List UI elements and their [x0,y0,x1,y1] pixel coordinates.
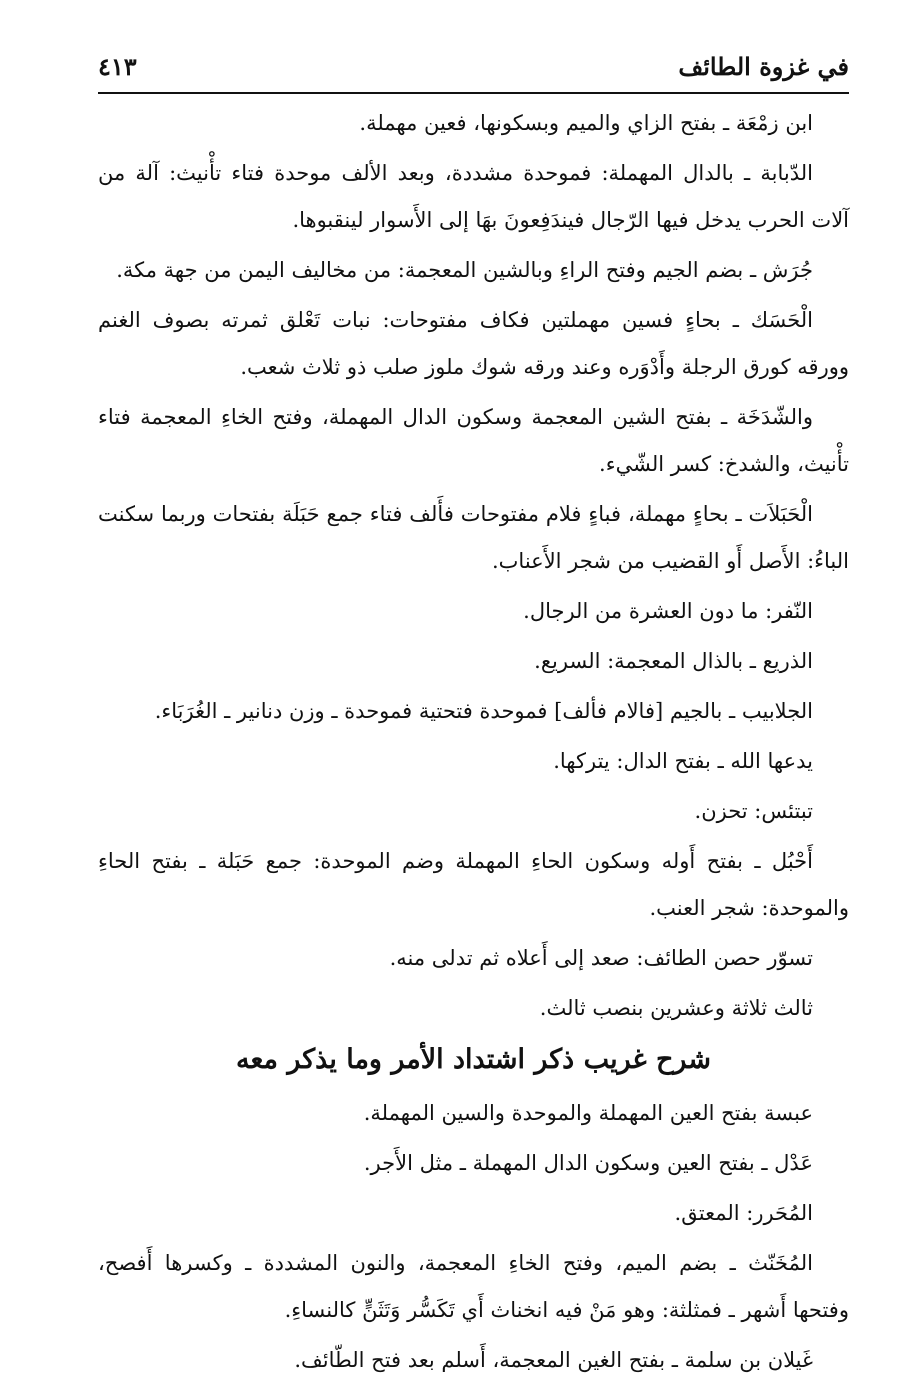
entry: الجلابيب ـ بالجيم [فالام فألف] فموحدة فتحتية فموحدة ـ وزن دنانير ـ الغُرَبَاء. [154,699,813,723]
entry: ثالث ثلاثة وعشرين بنصب ثالث. [539,996,813,1020]
entry: ابن زمْعَة ـ بفتح الزاي والميم وبسكونها، فعين مهملة. [359,111,813,135]
page-body [98,100,849,1384]
section-entry: عبسة بفتح العين المهملة والموحدة والسين المهملة. [363,1101,813,1125]
entry: يدعها الله ـ بفتح الدال: يتركها. [553,749,813,773]
section-title: شرح غريب ذكر اشتداد الأمر وما يذكر معه [236,1044,711,1075]
entry: والشّدَخَة ـ بفتح الشين المعجمة وسكون الدال المهملة، وفتح الخاءِ المعجمة فتاء تأْنيث، والشدخ: كسر الشّيء. [98,405,849,476]
page-number: ٤١٣ [98,51,137,81]
entry: الدّبابة ـ بالدال المهملة: فموحدة مشددة، وبعد الألف موحدة فتاء تأْنيث: آلة من آلات الحرب يدخل فيها الرّجال فيندَفِعونَ بهَا إلى الأَسوار لينقبوها. [98,161,849,232]
entry: الْحَسَك ـ بحاءٍ فسين مهملتين فكاف مفتوحات: نبات تَعْلق ثمرته بصوف الغنم وورقه كورق الرجلة وأَدْوَره وعند ورقه شوك ملوز صلب ذو ثلاث شعب. [98,308,849,379]
running-head: في غزوة الطائف [678,51,849,81]
section-entry: المُحَرر: المعتق. [674,1201,813,1225]
entry: جُرَش ـ بضم الجيم وفتح الراءِ وبالشين المعجمة: من مخاليف اليمن من جهة مكة. [116,258,813,282]
entry: الْحَبَلاَت ـ بحاءٍ مهملة، فباءٍ فلام مفتوحات فأَلف فتاء جمع حَبَلَة بفتحات وربما سكنت الباءُ: الأَصل أَو القضيب من شجر الأَعناب. [98,502,849,573]
entry: تبتئس: تحزن. [694,799,813,823]
page-header [98,40,849,94]
entry: النّفر: ما دون العشرة من الرجال. [523,599,813,623]
section-entry: عَدْل ـ بفتح العين وسكون الدال المهملة ـ مثل الأَجر. [363,1151,813,1175]
section-entry: غَيلان بن سلمة ـ بفتح الغين المعجمة، أَسلم بعد فتح الطّائف. [294,1348,813,1372]
section-entry: المُخَنّث ـ بضم الميم، وفتح الخاءِ المعجمة، والنون المشددة ـ وكسرها أَفصح، وفتحها أَشهر ـ فمثلثة: وهو مَنْ فيه انخناث أَي تَكَسُّر وَتَثَنٍّ كالنساءِ. [98,1251,849,1322]
entry: تسوّر حصن الطائف: صعد إلى أَعلاه ثم تدلى منه. [389,946,813,970]
entry: الذريع ـ بالذال المعجمة: السريع. [534,649,813,673]
entry: أَحْبُل ـ بفتح أَوله وسكون الحاءِ المهملة وضم الموحدة: جمع حَبَلة ـ بفتح الحاءِ والموحدة: شجر العنب. [98,849,849,920]
